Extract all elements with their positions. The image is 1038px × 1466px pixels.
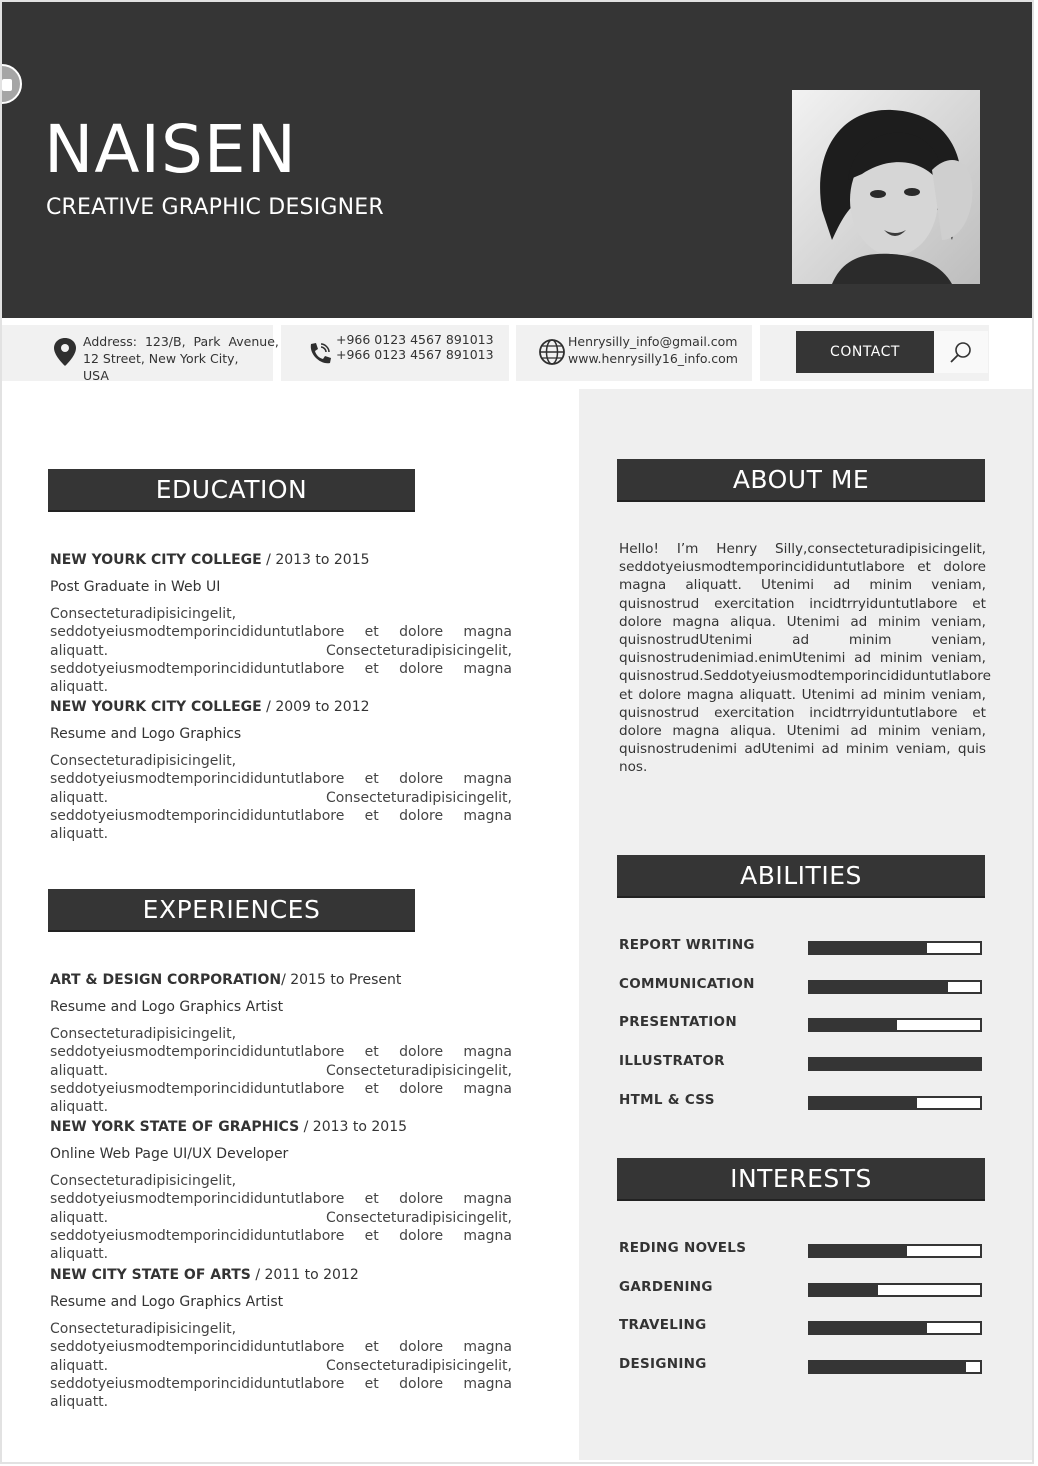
candidate-role: CREATIVE GRAPHIC DESIGNER [46, 195, 384, 220]
experience-item-2 [50, 1118, 512, 1263]
education-org: NEW YOURK CITY COLLEGE [50, 552, 262, 568]
ability-fill [810, 982, 948, 992]
experience-role: Resume and Logo Graphics Artist [50, 1294, 284, 1310]
profile-photo [792, 90, 980, 284]
experiences-title: EXPERIENCES [48, 889, 415, 932]
ability-fill [810, 943, 927, 953]
phone-block [281, 325, 509, 381]
ability-row [619, 937, 983, 957]
experience-role: Resume and Logo Graphics Artist [50, 999, 284, 1015]
ability-label: HTML & CSS [619, 1092, 715, 1108]
website-link[interactable]: www.henrysilly16_info.com [568, 351, 738, 366]
ability-fill [810, 1098, 917, 1108]
ability-bar [808, 1018, 982, 1032]
interest-fill [810, 1246, 907, 1256]
header-banner [0, 2, 1032, 318]
interests-title: INTERESTS [617, 1158, 985, 1201]
experience-item-1 [50, 971, 512, 1116]
education-org: NEW YOURK CITY COLLEGE [50, 699, 262, 715]
interest-fill [810, 1285, 878, 1295]
education-desc: Consecteturadipisicingelit, seddotyeiusmodtemporincididuntutlabore et dolore magna aliquatt. Consecteturadipisicingelit, seddotyeiusmodtemporincididuntutlabore et dolore magna aliquatt. [50, 753, 512, 843]
interest-bar [808, 1244, 982, 1258]
ability-label: COMMUNICATION [619, 976, 755, 992]
address-line-2: 12 Street, New York City, USA [83, 351, 239, 383]
interest-row [619, 1279, 983, 1299]
ability-bar [808, 980, 982, 994]
ability-row [619, 1092, 983, 1112]
ability-row [619, 976, 983, 996]
experience-org: NEW YORK STATE OF GRAPHICS [50, 1119, 300, 1135]
phone-number-1[interactable]: +966 0123 4567 891013 [336, 332, 494, 347]
web-block [516, 325, 752, 381]
contact-button[interactable]: CONTACT [796, 331, 934, 373]
interest-bar [808, 1321, 982, 1335]
phone-icon [307, 339, 333, 369]
globe-icon [538, 338, 566, 366]
experience-item-3 [50, 1266, 512, 1411]
ability-label: REPORT WRITING [619, 937, 755, 953]
ability-row [619, 1053, 983, 1073]
about-text: Hello! I’m Henry Silly,consecteturadipisicingelit, seddotyeiusmodtemporincididuntutlabore et dolore magna aliquatt. Utenimi ad minim veniam, quisnostrud exercitation incidtrryiduntutlabore et dolore magna aliqua. Utenimi ad minim veniam, quisnostrudUtenimi ad minim veniam, quisnostrudenimiad.enimUtenimi ad minim veniam, quisnostrud.Seddotyeiusmodtemporincididuntutlabore et dolore magna aliquatt. Utenimi ad minim veniam, quisnostrud exercitation incidtrryiduntutlabore et dolore magna aliqua. Utenimi ad minim veniam, quisnostrudenimi adUtenimi ad minim veniam, quis nos. [619, 541, 991, 776]
experience-org: ART & DESIGN CORPORATION [50, 972, 282, 988]
interest-bar [808, 1360, 982, 1374]
experience-org: NEW CITY STATE OF ARTS [50, 1267, 251, 1283]
education-title: EDUCATION [48, 469, 415, 512]
interest-row [619, 1317, 983, 1337]
interest-label: GARDENING [619, 1279, 713, 1295]
candidate-name: NAISEN [44, 111, 297, 188]
ability-label: ILLUSTRATOR [619, 1053, 725, 1069]
side-tab-icon[interactable] [0, 64, 22, 104]
interest-fill [810, 1362, 966, 1372]
ability-bar [808, 941, 982, 955]
ability-row [619, 1014, 983, 1034]
education-desc: Consecteturadipisicingelit, seddotyeiusmodtemporincididuntutlabore et dolore magna aliquatt. Consecteturadipisicingelit, seddotyeiusmodtemporincididuntutlabore et dolore magna aliquatt. [50, 606, 512, 696]
experience-desc: Consecteturadipisicingelit, seddotyeiusmodtemporincididuntutlabore et dolore magna aliquatt. Consecteturadipisicingelit, seddotyeiusmodtemporincididuntutlabore et dolore magna aliquatt. [50, 1026, 512, 1116]
education-item-2 [50, 698, 512, 843]
interest-label: TRAVELING [619, 1317, 707, 1333]
interest-fill [810, 1323, 927, 1333]
experience-period: / 2013 to 2015 [299, 1119, 408, 1135]
education-degree: Post Graduate in Web UI [50, 579, 221, 595]
interest-label: DESIGNING [619, 1356, 707, 1372]
interest-label: REDING NOVELS [619, 1240, 747, 1256]
interest-row [619, 1240, 983, 1260]
experience-desc: Consecteturadipisicingelit, seddotyeiusmodtemporincididuntutlabore et dolore magna aliquatt. Consecteturadipisicingelit, seddotyeiusmodtemporincididuntutlabore et dolore magna aliquatt. [50, 1321, 512, 1411]
search-icon [949, 341, 973, 365]
email-link[interactable]: Henrysilly_info@gmail.com [568, 334, 738, 349]
about-title: ABOUT ME [617, 459, 985, 502]
experience-desc: Consecteturadipisicingelit, seddotyeiusmodtemporincididuntutlabore et dolore magna aliquatt. Consecteturadipisicingelit, seddotyeiusmodtemporincididuntutlabore et dolore magna aliquatt. [50, 1173, 512, 1263]
education-degree: Resume and Logo Graphics [50, 726, 242, 742]
address-line-1: Address: 123/B, Park Avenue, [83, 334, 279, 349]
education-period: / 2009 to 2012 [261, 699, 370, 715]
location-pin-icon [52, 337, 78, 367]
ability-label: PRESENTATION [619, 1014, 737, 1030]
phone-number-2[interactable]: +966 0123 4567 891013 [336, 346, 494, 362]
abilities-title: ABILITIES [617, 855, 985, 898]
experience-period: / 2011 to 2012 [250, 1267, 359, 1283]
address-block [0, 325, 279, 383]
ability-fill [810, 1059, 980, 1069]
search-button[interactable] [934, 331, 988, 373]
education-item-1 [50, 551, 512, 696]
experience-role: Online Web Page UI/UX Developer [50, 1146, 289, 1162]
ability-bar [808, 1096, 982, 1110]
interest-row [619, 1356, 983, 1376]
ability-bar [808, 1057, 982, 1071]
interest-bar [808, 1283, 982, 1297]
experience-period: / 2015 to Present [281, 972, 402, 988]
ability-fill [810, 1020, 897, 1030]
education-period: / 2013 to 2015 [261, 552, 370, 568]
